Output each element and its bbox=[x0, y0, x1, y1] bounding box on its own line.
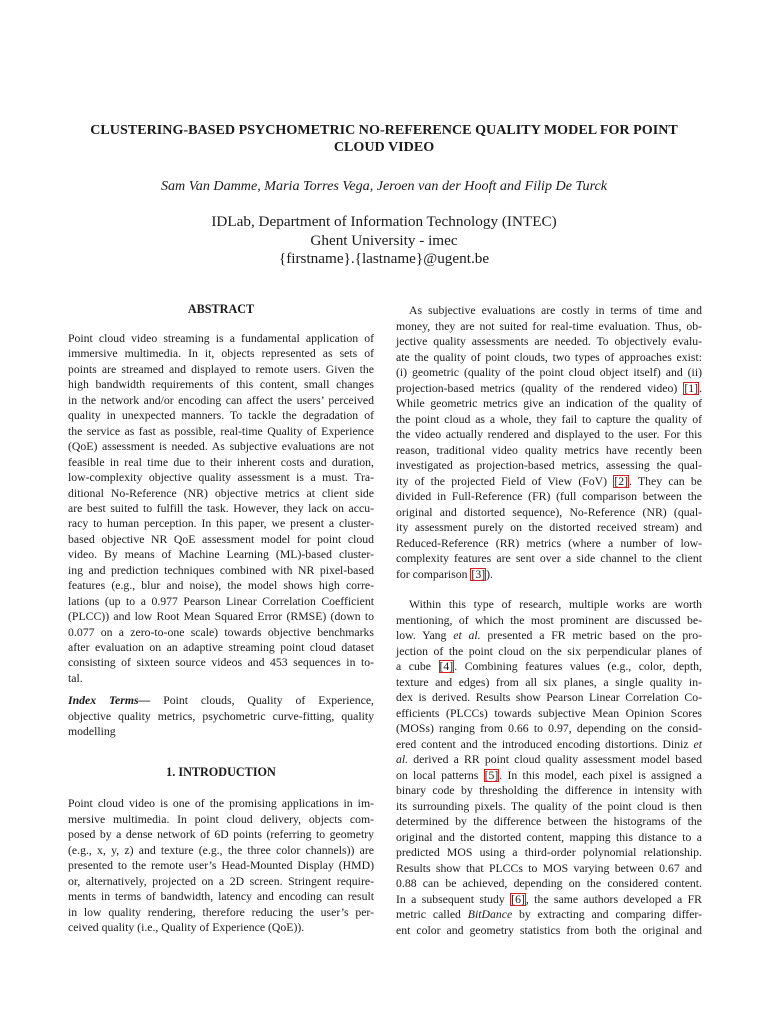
text-line: consisting of sixteen source videos and 453 sequences in to- bbox=[68, 656, 374, 670]
affiliation-email: {firstname}.{lastname}@ugent.be bbox=[278, 250, 490, 267]
abstract-heading: ABSTRACT bbox=[187, 302, 255, 316]
text-line: Within this type of research, multiple works are worth bbox=[409, 598, 702, 611]
text-line: ent color and geometry statistics from both the original and bbox=[396, 923, 702, 937]
text-line: ditional No-Reference (NR) objective metrics at client side bbox=[68, 486, 374, 500]
text-line: based objective NR QoE assessment model for point cloud bbox=[68, 532, 374, 546]
index-terms-line bbox=[68, 693, 374, 709]
citation-link[interactable]: [1] bbox=[684, 381, 699, 395]
text-line: jective quality assessments are needed. To objectively evalu- bbox=[396, 335, 702, 348]
text-line: money, they are not suited for real-time evaluation. Thus, ob- bbox=[396, 319, 702, 333]
text-line: original and the distorted content, mapping this distance to a bbox=[396, 830, 702, 844]
text-line: Reduced-Reference (RR) metrics (where a number of low- bbox=[396, 536, 702, 550]
text-line: are best suited to fulfill the task. However, they lack on accu- bbox=[68, 501, 374, 515]
text-line: While geometric metrics give an indication of the quality of bbox=[396, 397, 702, 410]
text-line: the video actually rendered and displayed to the user. For this bbox=[396, 428, 702, 441]
text-line: ity of the projected Field of View (FoV) [2]. They can be bbox=[396, 474, 702, 488]
author-list: Sam Van Damme, Maria Torres Vega, Jeroen van der Hooft and Filip De Turck bbox=[160, 178, 608, 194]
citation-link[interactable]: [5] bbox=[484, 768, 499, 782]
text-line: texture and edges) from all six planes, a single quality in- bbox=[396, 675, 702, 689]
text-line: quality in unexpected manners. To tackle the degradation of bbox=[68, 409, 374, 423]
text-line: (MOSs) ranging from 0.66 to 0.97, depending on the consid- bbox=[396, 722, 702, 735]
text-line: mentioning, of which the most prominent are discussed be- bbox=[396, 613, 702, 627]
text-line: As subjective evaluations are costly in terms of time and bbox=[409, 304, 702, 317]
citation-link[interactable]: [6] bbox=[511, 892, 525, 906]
text-line: In a subsequent study [6], the same authors developed a FR bbox=[396, 892, 702, 906]
text-line: projection-based metrics (quality of the rendered video) [1]. bbox=[396, 381, 702, 395]
text-line: presented to the remote user’s Head-Mounted Display (HMD) bbox=[68, 859, 374, 872]
text-line: after evaluation on an adaptive streaming point cloud dataset bbox=[68, 641, 374, 654]
text-line: complexity features are sent over a side channel to the client bbox=[396, 552, 702, 565]
text-line: Results show that PLCCs to MOS varying between 0.67 and bbox=[396, 861, 702, 875]
text-line: on local patterns [5]. In this model, each pixel is assigned a bbox=[396, 768, 702, 782]
text-line: ments in terms of bandwidth, latency and encoding can result bbox=[68, 890, 374, 903]
text-line: Point cloud video streaming is a fundamental application of bbox=[68, 332, 374, 345]
text-line: in the network and/or encoding can affect the users’ perceived bbox=[68, 393, 374, 407]
index-terms-text: Point clouds, Quality of Experience, bbox=[150, 694, 374, 707]
text-line: its surrounding pixels. The quality of the point cloud is then bbox=[396, 799, 702, 813]
citation-link[interactable]: [2] bbox=[614, 474, 629, 488]
index-terms-label: Index Terms— bbox=[68, 694, 151, 707]
text-line: high bandwidth requirements of this content, small changes bbox=[68, 378, 374, 392]
index-terms-line: objective quality metrics, psychometric curve-fitting, quality bbox=[68, 710, 374, 723]
paper-title bbox=[60, 122, 708, 156]
text-line: binary code by thresholding the difference in intensity with bbox=[396, 784, 702, 797]
title-line-1: CLUSTERING-BASED PSYCHOMETRIC NO-REFERENCE QUALITY MODEL FOR POINT bbox=[90, 122, 678, 138]
text-line: (i) geometric (quality of the point cloud object itself) and (ii) bbox=[396, 366, 702, 379]
text-line: (PLCC)) and low Root Mean Squared Error (RMSE) (down to bbox=[68, 610, 374, 624]
text-line: features (e.g., blur and noise), the model shows high corre- bbox=[68, 579, 374, 593]
text-line: posed by a dense network of 6D points (referring to geometry bbox=[68, 828, 374, 841]
text-line: dex is derived. Results show Pearson Linear Correlation Co- bbox=[396, 691, 702, 704]
text-line: tal. bbox=[68, 671, 83, 685]
text-line: the point cloud as a whole, they fail to capture the quality of bbox=[396, 412, 702, 426]
text-line: a cube [4]. Combining features values (e.g., color, depth, bbox=[396, 660, 702, 673]
text-line: ing and prediction techniques combined with NR pixel-based bbox=[68, 563, 374, 577]
text-line: ate the quality of point clouds, two types of approaches exist: bbox=[396, 350, 702, 364]
affiliation-block bbox=[60, 213, 708, 269]
text-line: points are streamed and displayed to remote users. Given the bbox=[68, 362, 374, 376]
text-line: jection of the point cloud on the six perpendicular planes of bbox=[396, 644, 702, 658]
text-line: video. By means of Machine Learning (ML)-based cluster- bbox=[68, 548, 374, 562]
introduction-heading: 1. INTRODUCTION bbox=[166, 765, 276, 779]
text-line: ered content and the introduced encoding distortions. Diniz et bbox=[396, 737, 702, 751]
text-line: 0.88 can be achieved, depending on the considered content. bbox=[396, 877, 702, 890]
text-line: original and distorted sequence), No-Reference (NR) (qual- bbox=[396, 505, 702, 519]
text-line: efficients (PLCCs) towards subjective Mean Opinion Scores bbox=[396, 706, 702, 720]
citation-link[interactable]: [3] bbox=[471, 567, 486, 581]
affiliation-department: IDLab, Department of Information Technology (INTEC) bbox=[211, 213, 557, 230]
text-line: (e.g., x, y, z) and texture (e.g., the three color channels)) are bbox=[68, 843, 374, 857]
text-line: low-complexity objective quality assessment is a must. Tra- bbox=[68, 471, 374, 485]
text-line: predicted MOS using a third-order polynomial relationship. bbox=[396, 846, 702, 859]
text-line: lations (up to a 0.977 Pearson Linear Correlation Coefficient bbox=[68, 594, 374, 608]
affiliation-university: Ghent University - imec bbox=[310, 231, 458, 249]
text-line: Point cloud video is one of the promising applications in im- bbox=[68, 797, 374, 810]
text-line: low. Yang et al. presented a FR metric based on the pro- bbox=[396, 629, 702, 642]
text-line: divided in Full-Reference (FR) (full comparison between the bbox=[396, 490, 702, 503]
text-line: al. derived a RR point cloud quality assessment model based bbox=[396, 753, 702, 766]
text-line: racy to human perception. In this paper, we present a cluster- bbox=[68, 517, 374, 531]
text-line: the service as fast as possible, real-time Quality of Experience bbox=[68, 424, 374, 438]
text-line: or, alternatively, projected on a 2D screen. Stringent require- bbox=[68, 874, 374, 888]
text-line: investigated as projection-based metrics, assessing the qual- bbox=[396, 459, 702, 472]
text-line: reason, traditional video quality metrics have recently been bbox=[396, 443, 702, 457]
index-terms-line: modelling bbox=[68, 725, 116, 738]
text-line: determined by the difference between the histograms of the bbox=[396, 815, 702, 828]
text-line: feasible in real time due to their inherent costs and duration, bbox=[68, 455, 374, 469]
text-line: metric called BitDance by extracting and comparing differ- bbox=[396, 908, 703, 921]
text-line: immersive multimedia. In it, objects represented as sets of bbox=[68, 347, 374, 361]
text-line: in low quality rendering, therefore reducing the user’s per- bbox=[68, 905, 374, 919]
text-line: ity assessment purely on the distorted received stream) and bbox=[396, 521, 702, 534]
citation-link[interactable]: [4] bbox=[439, 660, 454, 673]
text-line: for comparison [3]). bbox=[396, 567, 493, 581]
text-line: 0.077 on a zero-to-one scale) towards objective benchmarks bbox=[68, 625, 374, 639]
text-line: (QoE) assessment is needed. As subjective evaluations are not bbox=[68, 440, 374, 454]
text-line: mersive multimedia. In point cloud delivery, objects com- bbox=[68, 812, 374, 826]
title-line-2: CLOUD VIDEO bbox=[333, 139, 435, 155]
text-line: ceived quality (i.e., Quality of Experience (QoE)). bbox=[68, 921, 305, 934]
